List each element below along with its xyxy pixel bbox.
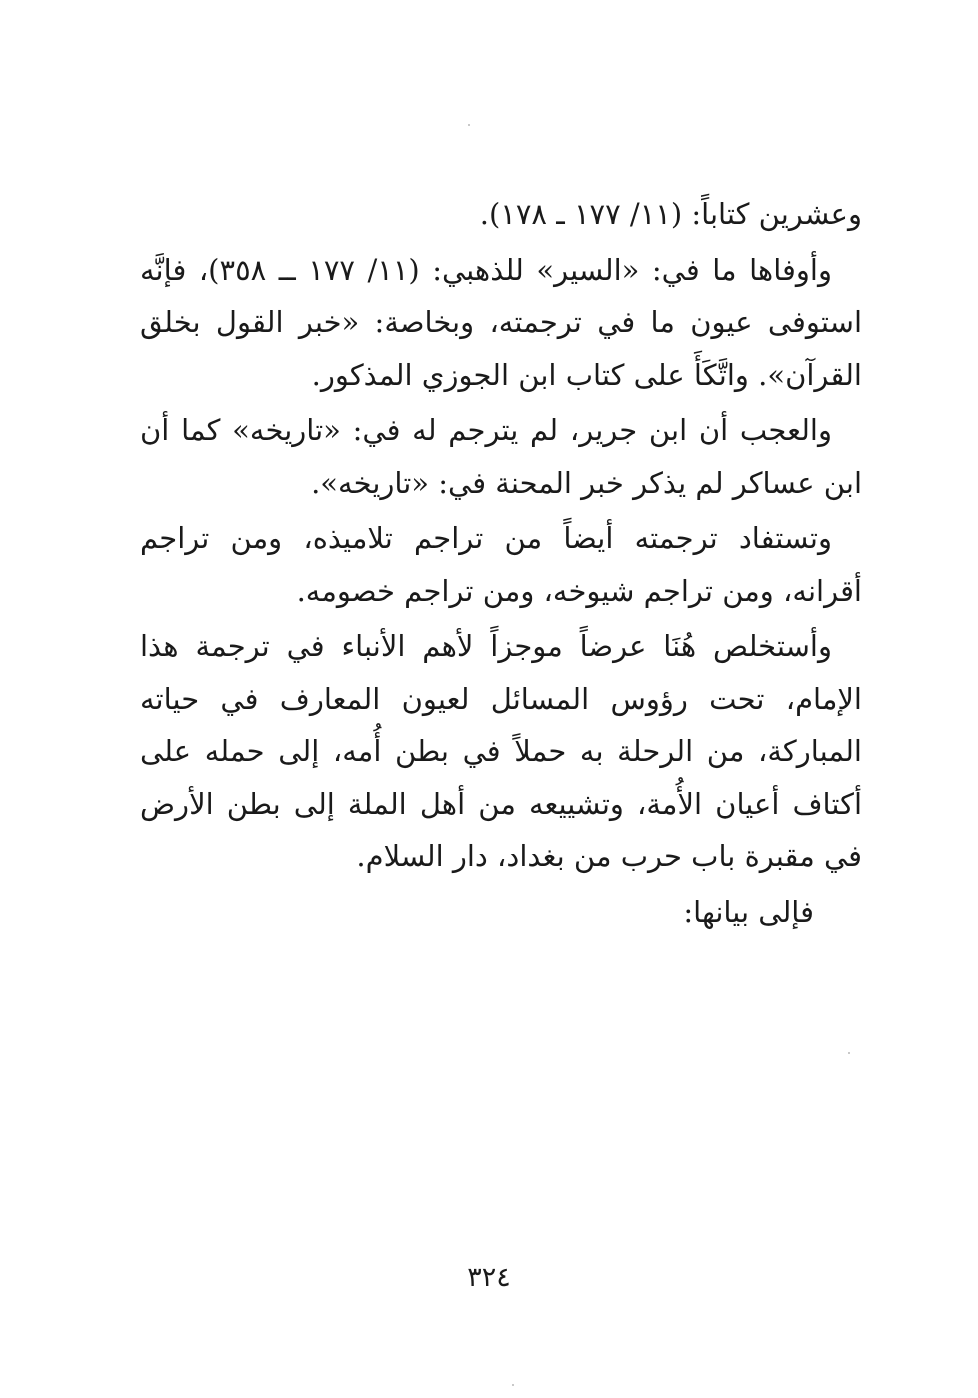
scan-speck <box>848 1052 850 1054</box>
closing-line: فإلى بيانها: <box>683 894 814 929</box>
scan-speck <box>512 1384 514 1386</box>
paragraph: وتستفاد ترجمته أيضاً من تراجم تلاميذه، ومن تراجم أقرانه، ومن تراجم شيوخه، ومن تراجم خصومه. <box>140 521 862 608</box>
scan-speck <box>468 124 470 126</box>
paragraph-continuation: وعشرين كتاباً: (١١/ ١٧٧ ـ ١٧٨). <box>479 197 862 231</box>
paragraph: وأوفاها ما في: «السير» للذهبي: (١١/ ١٧٧ ــ ٣٥٨)، فإنَّه استوفى عيون ما في ترجمته، وبخاصة: «خبر القول بخلق القرآن». واتَّكَأَ على كتاب ابن الجوزي المذكور. <box>140 252 862 392</box>
page-number: ٣٢٤ <box>467 1262 511 1293</box>
body-text <box>140 188 862 941</box>
paragraph: وأستخلص هُنَا عرضاً موجزاً لأهم الأنباء في ترجمة هذا الإمام، تحت رؤوس المسائل لعيون المعارف في حياته المباركة، من الرحلة به حملاً في بطن أُمه، إلى حمله على أكتاف أعيان الأُمة، وتشييعه من أهل الملة إلى بطن الأرض في مقبرة باب حرب من بغداد، دار السلام. <box>140 629 862 873</box>
paragraph: والعجب أن ابن جرير، لم يترجم له في: «تاريخه» كما أن ابن عساكر لم يذكر خبر المحنة في: «تاريخه». <box>140 413 862 500</box>
